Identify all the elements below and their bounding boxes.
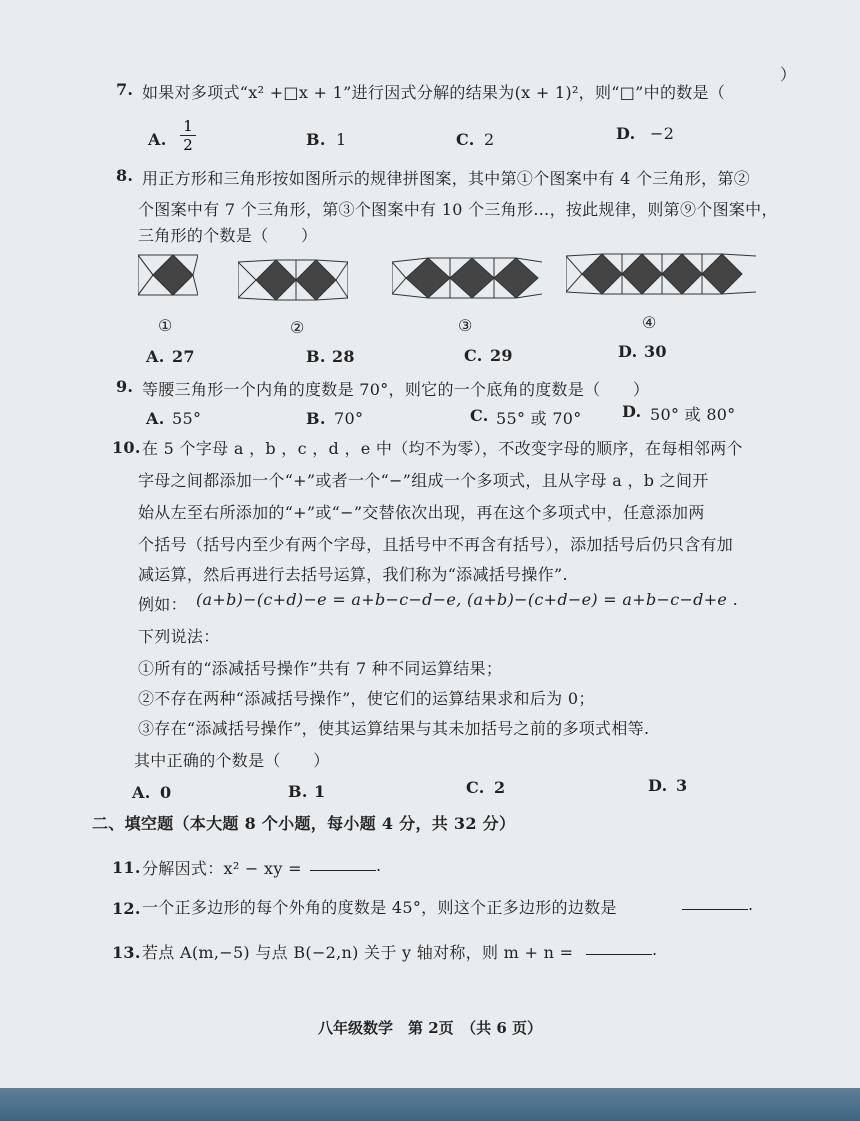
q9-option-a-value: 55°: [172, 409, 202, 428]
q8-option-d-value: 30: [644, 342, 667, 361]
pattern-figure-3: [392, 250, 542, 305]
q7-option-b-value: 1: [336, 130, 347, 149]
q8-option-d-label: D.: [618, 342, 638, 361]
q11-end: .: [376, 856, 382, 875]
figure-label-3: ③: [458, 316, 473, 335]
figure-label-4: ④: [642, 313, 657, 332]
pattern-figure-1: [138, 250, 198, 300]
q7-option-d-label: D.: [616, 124, 636, 143]
q10-line2: 字母之间都添加一个“+”或者一个“−”组成一个多项式，且从字母 a ，b 之间开: [138, 471, 709, 490]
q11-text: 分解因式：x² − xy =: [142, 859, 302, 878]
q11-number: 11.: [112, 858, 141, 877]
q10-statement-3: ③存在“添减括号操作”，使其运算结果与其未加括号之前的多项式相等.: [138, 719, 650, 738]
figure-label-2: ②: [290, 318, 305, 337]
q7-option-d-value: −2: [650, 124, 675, 143]
q13-answer-blank: [586, 940, 657, 959]
q10-number: 10.: [112, 438, 141, 457]
q10-intro: 下列说法：: [138, 627, 220, 646]
q7-paren-close: ）: [780, 65, 797, 84]
q8-option-b-value: 28: [332, 347, 355, 366]
q7-option-a-denominator: 2: [183, 136, 193, 154]
q9-option-d-value: 50° 或 80°: [650, 405, 736, 424]
section-2-title: 二、填空题（本大题 8 个小题，每小题 4 分，共 32 分）: [92, 814, 516, 833]
q12-answer-blank: [682, 895, 753, 914]
q9-option-c-label: C.: [470, 406, 489, 425]
q12-text: 一个正多边形的每个外角的度数是 45°，则这个正多边形的边数是: [142, 898, 617, 917]
q8-option-c-value: 29: [490, 346, 513, 365]
background-surface: [0, 1088, 860, 1121]
q9-text: 等腰三角形一个内角的度数是 70°，则它的一个底角的度数是（ ）: [142, 380, 650, 399]
q8-option-b-label: B.: [306, 347, 326, 366]
q7-text: 如果对多项式“x² +□x + 1”进行因式分解的结果为(x + 1)²，则“□”中的数是（: [142, 83, 726, 102]
q10-question: 其中正确的个数是（ ）: [134, 751, 330, 770]
q10-statement-2: ②不存在两种“添减括号操作”，使它们的运算结果求和后为 0；: [138, 689, 595, 708]
pattern-figure-4: [566, 244, 756, 304]
page-footer: 八年级数学 第 2页 （共 6 页）: [317, 1019, 543, 1037]
q8-line1: 用正方形和三角形按如图所示的规律拼图案，其中第①个图案中有 4 个三角形，第②: [142, 169, 751, 188]
q10-option-c-label: C.: [466, 778, 485, 797]
q7-option-a-fraction: [180, 117, 196, 154]
q7-option-c-value: 2: [484, 130, 495, 149]
q9-number: 9.: [116, 377, 134, 396]
q7-option-a-numerator: 1: [180, 117, 196, 136]
q13-text: 若点 A(m,−5) 与点 B(−2,n) 关于 y 轴对称，则 m + n =: [142, 943, 574, 962]
q7-number: 7.: [116, 80, 134, 99]
q12-end: .: [748, 895, 754, 914]
q9-option-c-value: 55° 或 70°: [496, 409, 582, 428]
q10-option-c-value: 2: [494, 778, 506, 797]
q10-line5: 减运算，然后再进行去括号运算，我们称为“添减括号操作”.: [138, 565, 568, 584]
q13-number: 13.: [112, 943, 141, 962]
q7-option-b-label: B.: [306, 130, 326, 149]
q11-answer-blank: [310, 856, 381, 875]
q10-example: (a+b)−(c+d)−e = a+b−c−d−e, (a+b)−(c+d−e) = a+b−c−d+e .: [196, 590, 738, 609]
q10-option-a-label: A.: [132, 783, 151, 802]
q8-line3: 三角形的个数是（ ）: [138, 226, 318, 245]
q13-end: .: [652, 940, 658, 959]
q10-line1: 在 5 个字母 a ，b ，c ，d ，e 中（均不为零），不改变字母的顺序，在每相邻两个: [142, 439, 743, 458]
q7-option-a-label: A.: [148, 130, 167, 149]
q12-number: 12.: [112, 899, 141, 918]
q8-option-a-label: A.: [146, 347, 165, 366]
q9-option-b-label: B.: [306, 409, 326, 428]
q8-option-a-value: 27: [172, 347, 195, 366]
q7-option-c-label: C.: [456, 130, 475, 149]
pattern-figure-2: [238, 250, 348, 310]
q10-statement-1: ①所有的“添减括号操作”共有 7 种不同运算结果；: [138, 659, 503, 678]
q8-option-c-label: C.: [464, 346, 483, 365]
q10-option-b-value: 1: [314, 782, 326, 801]
q8-line2: 个图案中有 7 个三角形，第③个图案中有 10 个三角形…，按此规律，则第⑨个图案中，: [138, 200, 778, 219]
q9-option-b-value: 70°: [334, 409, 364, 428]
q10-option-d-value: 3: [676, 776, 688, 795]
q9-option-d-label: D.: [622, 402, 642, 421]
q8-number: 8.: [116, 166, 134, 185]
q9-option-a-label: A.: [146, 409, 165, 428]
figure-label-1: ①: [158, 316, 173, 335]
q10-example-label: 例如：: [138, 595, 187, 614]
q10-option-b-label: B.: [288, 782, 308, 801]
q10-option-d-label: D.: [648, 776, 668, 795]
q10-option-a-value: 0: [160, 783, 172, 802]
q10-line3: 始从左至右所添加的“+”或“−”交替依次出现，再在这个多项式中，任意添加两: [138, 503, 705, 522]
q10-line4: 个括号（括号内至少有两个字母，且括号中不再含有括号），添加括号后仍只含有加: [138, 535, 734, 554]
